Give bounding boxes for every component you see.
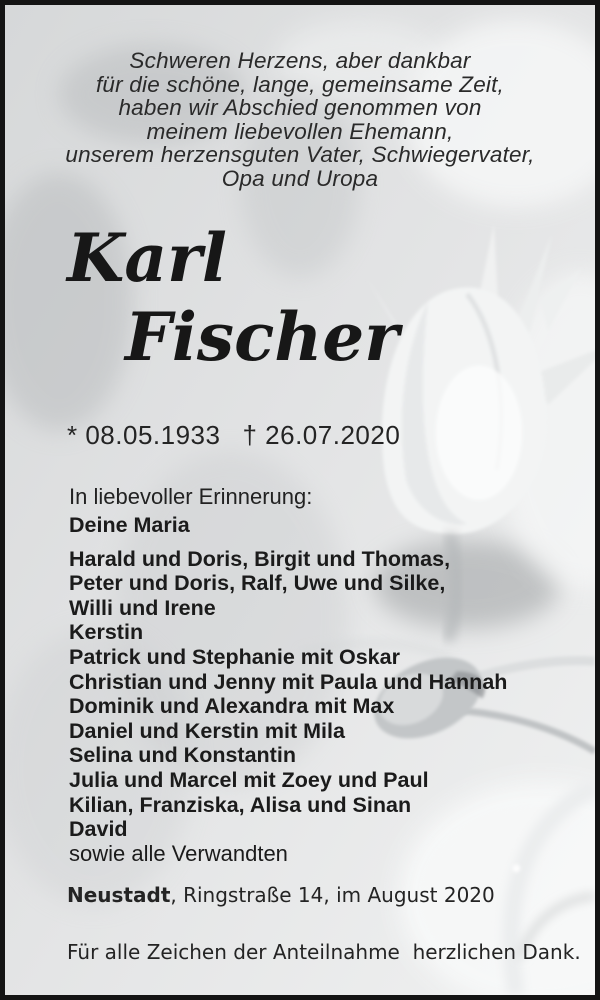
- intro-line: Schweren Herzens, aber dankbar: [129, 48, 471, 73]
- mourner-line: Patrick und Stephanie mit Oskar: [69, 644, 400, 669]
- mourner-line: Willi und Irene: [69, 595, 216, 620]
- mourner-line: Selina und Konstantin: [69, 743, 296, 768]
- deceased-last-name: Fischer: [125, 298, 400, 376]
- place-date-line: [67, 883, 495, 907]
- death-date: † 26.07.2020: [242, 420, 401, 450]
- mourner-line: Dominik und Alexandra mit Max: [69, 694, 395, 719]
- deceased-first-name: Karl: [67, 219, 227, 297]
- relatives-note: sowie alle Verwandten: [69, 840, 288, 866]
- notice-content: [5, 5, 595, 995]
- life-dates: [67, 420, 400, 451]
- mourner-line: Kerstin: [69, 620, 144, 645]
- primary-mourner: Deine Maria: [69, 513, 190, 537]
- intro-line: haben wir Abschied genommen von: [118, 95, 482, 120]
- intro-text: [5, 49, 595, 190]
- mourner-line: David: [69, 817, 128, 842]
- birth-date: * 08.05.1933: [67, 420, 221, 450]
- mourner-line: Peter und Doris, Ralf, Uwe und Silke,: [69, 571, 446, 596]
- thanks-line: Für alle Zeichen der Anteilnahme herzlichen Dank.: [67, 940, 581, 964]
- mourner-line: Christian und Jenny mit Paula und Hannah: [69, 669, 508, 694]
- mourners-list: [69, 513, 565, 866]
- place-city: Neustadt: [67, 883, 171, 907]
- intro-line: meinem liebevollen Ehemann,: [146, 118, 454, 144]
- memory-heading: In liebevoller Erinnerung:: [69, 484, 313, 509]
- mourner-line: Daniel und Kerstin mit Mila: [69, 718, 345, 743]
- mourner-line: Julia und Marcel mit Zoey und Paul: [69, 767, 429, 792]
- mourner-line: Harald und Doris, Birgit und Thomas,: [69, 546, 451, 571]
- mourner-line: Kilian, Franziska, Alisa und Sinan: [69, 792, 412, 817]
- intro-line: Opa und Uropa: [221, 165, 379, 191]
- deceased-name: [67, 219, 400, 376]
- intro-line: für die schöne, lange, gemeinsame Zeit,: [95, 71, 505, 97]
- place-rest: , Ringstraße 14, im August 2020: [170, 883, 495, 907]
- intro-line: unserem herzensguten Vater, Schwiegervater,: [65, 142, 535, 167]
